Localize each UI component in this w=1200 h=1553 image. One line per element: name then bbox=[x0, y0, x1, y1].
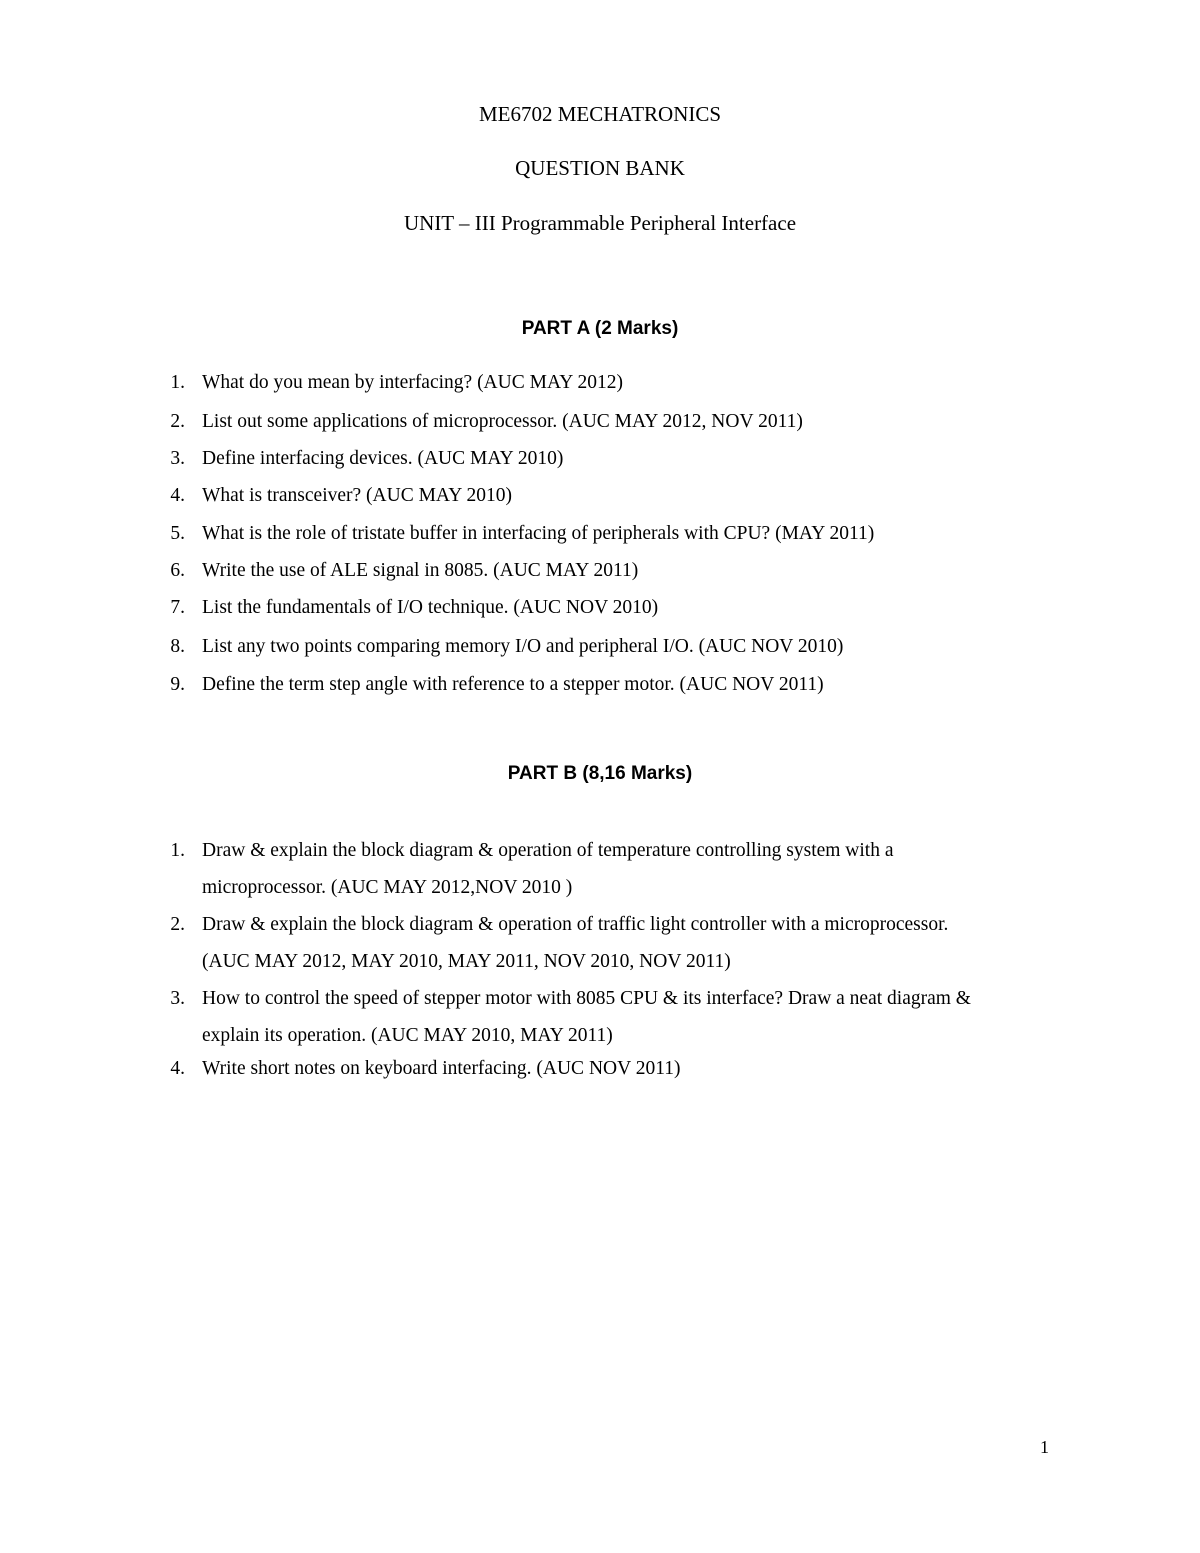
question-number: 7. bbox=[170, 597, 185, 618]
question-text-continuation: explain its operation. (AUC MAY 2010, MAY 2011) bbox=[202, 1025, 613, 1046]
question-text: What is transceiver? (AUC MAY 2010) bbox=[202, 485, 512, 506]
question-number: 2. bbox=[170, 914, 185, 935]
question-text-line: How to control the speed of stepper motor with 8085 CPU & its interface? Draw a neat diagram & bbox=[202, 988, 971, 1009]
question-text: What do you mean by interfacing? (AUC MAY 2012) bbox=[202, 372, 623, 393]
question-number: 9. bbox=[170, 674, 185, 695]
course-title: ME6702 MECHATRONICS bbox=[478, 102, 722, 126]
question-text-line: Draw & explain the block diagram & operation of traffic light controller with a microprocessor. bbox=[202, 914, 949, 935]
question-number: 6. bbox=[170, 560, 185, 581]
question-number: 3. bbox=[170, 448, 185, 469]
question-text: What is the role of tristate buffer in interfacing of peripherals with CPU? (MAY 2011) bbox=[202, 523, 875, 544]
document-type-title: QUESTION BANK bbox=[515, 156, 685, 180]
question-number: 8. bbox=[170, 636, 185, 657]
question-text: Write the use of ALE signal in 8085. (AUC MAY 2011) bbox=[202, 560, 639, 581]
question-text-continuation: (AUC MAY 2012, MAY 2010, MAY 2011, NOV 2010, NOV 2011) bbox=[202, 951, 731, 972]
question-number: 4. bbox=[170, 485, 185, 506]
question-text-line: Write short notes on keyboard interfacing. (AUC NOV 2011) bbox=[202, 1058, 681, 1079]
unit-title: UNIT – III Programmable Peripheral Interface bbox=[403, 211, 797, 235]
part-b-heading: PART B (8,16 Marks) bbox=[507, 763, 693, 784]
question-number: 3. bbox=[170, 988, 185, 1009]
part-a-heading: PART A (2 Marks) bbox=[521, 318, 679, 339]
question-number: 2. bbox=[170, 411, 185, 432]
question-text: List out some applications of microprocessor. (AUC MAY 2012, NOV 2011) bbox=[202, 411, 803, 432]
question-number: 5. bbox=[170, 523, 185, 544]
question-text-line: Draw & explain the block diagram & operation of temperature controlling system with a bbox=[202, 840, 894, 861]
question-number: 1. bbox=[170, 372, 185, 393]
question-text-continuation: microprocessor. (AUC MAY 2012,NOV 2010 ) bbox=[202, 877, 573, 898]
question-text: Define interfacing devices. (AUC MAY 2010) bbox=[202, 448, 564, 469]
page-number: 1 bbox=[1040, 1437, 1049, 1457]
question-number: 1. bbox=[170, 840, 185, 861]
question-text: Define the term step angle with reference to a stepper motor. (AUC NOV 2011) bbox=[202, 674, 824, 695]
question-text: List the fundamentals of I/O technique. (AUC NOV 2010) bbox=[202, 597, 659, 618]
question-text: List any two points comparing memory I/O and peripheral I/O. (AUC NOV 2010) bbox=[202, 636, 844, 657]
question-number: 4. bbox=[170, 1058, 185, 1079]
